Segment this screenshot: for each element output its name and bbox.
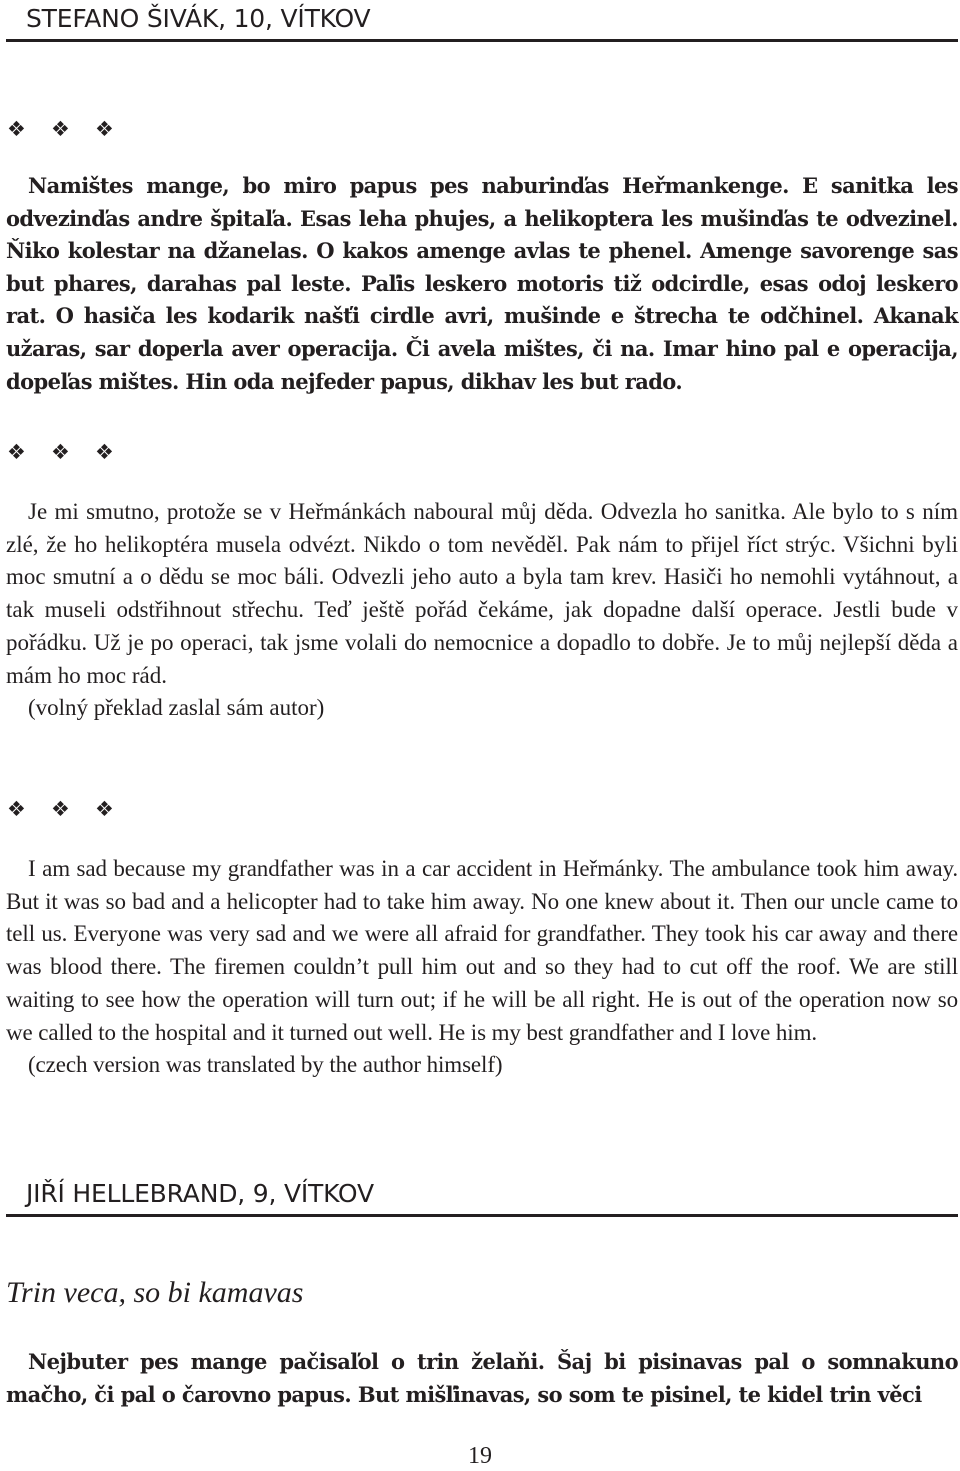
page-number: 19 — [468, 1443, 492, 1469]
ornament-icon: ❖ — [95, 440, 114, 464]
romani-paragraph: Namištes mange, bo miro papus pes naburinďas Heřmankenge. E sanitka les odvezinďas andre špitaľa. Esas leha phujes, a helikoptera les mušinďas te odvezinel. Ňiko kolestar na džanelas. O kakos amenge avlas te phenel. Amenge savorenge sas but phares, darahas pal leste. Paľis leskero motoris tiž odcirdle, esas odoj leskero rat. O hasiča les kodarik našťi cirdle avri, mušinde e štrecha te odčhinel. Akanak užaras, sar doperla aver operacija. Či avela mištes, či na. Imar hino pal e operacija, dopeľas mištes. Hin oda nejfeder papus, dikhav les but rado. — [6, 173, 958, 394]
czech-paragraph: Je mi smutno, protože se v Heřmánkách naboural můj děda. Odvezla ho sanitka. Ale bylo to s ním zlé, že ho helikoptéra musela odvézt. Nikdo o tom nevěděl. Pak nám to přijel říct strýc. Všichni byli moc smutní a o dědu se moc báli. Odvezli jeho auto a byla tam krev. Hasiči ho nemohli vytáhnout, a tak museli odstřihnout střechu. Teď ještě pořád čekáme, jak dopadne další operace. Jestli bude v pořádku. Už je po operaci, tak jsme volali do nemocnice a dopadlo to dobře. Je to můj nejlepší děda a mám ho moc rád. — [6, 499, 958, 688]
english-text — [6, 853, 958, 1082]
section-separator — [7, 440, 117, 464]
romani-text-2 — [6, 1346, 958, 1411]
author-heading-stefano: STEFANO ŠIVÁK, 10, VÍTKOV — [6, 4, 958, 42]
author-heading-jiri: JIŘÍ HELLEBRAND, 9, VÍTKOV — [6, 1179, 958, 1217]
romani-text — [6, 170, 958, 398]
english-paragraph: I am sad because my grandfather was in a car accident in Heřmánky. The ambulance took him away. But it was so bad and a helicopter had to take him away. No one knew about it. Then our uncle came to tell us. Everyone was very sad and we were all afraid for grandfather. They took his car away and there was blood there. The firemen couldn’t pull him out and so they had to cut off the roof. We are still waiting to see how the operation will turn out; if he will be all right. He is out of the operation now so we called to the hospital and it turned out well. He is my best grandfather and I love him. — [6, 856, 958, 1045]
romani-paragraph: Nejbuter pes mange pačisaľol o trin želaňi. Šaj bi pisinavas pal o somnakuno mačho, či pal o čarovno papus. But mišľinavas, so som te pisinel, te kidel trin věci — [6, 1349, 958, 1407]
ornament-icon: ❖ — [95, 117, 114, 141]
section-separator — [7, 797, 117, 821]
ornament-icon: ❖ — [95, 797, 114, 821]
czech-text — [6, 496, 958, 725]
ornament-icon: ❖ — [51, 797, 70, 821]
english-translation-note: (czech version was translated by the author himself) — [28, 1052, 503, 1078]
story-title: Trin veca, so bi kamavas — [6, 1276, 304, 1309]
section-separator — [7, 117, 117, 141]
ornament-icon: ❖ — [7, 117, 26, 141]
ornament-icon: ❖ — [51, 440, 70, 464]
ornament-icon: ❖ — [7, 440, 26, 464]
czech-translation-note: (volný překlad zaslal sám autor) — [28, 695, 325, 721]
ornament-icon: ❖ — [7, 797, 26, 821]
ornament-icon: ❖ — [51, 117, 70, 141]
